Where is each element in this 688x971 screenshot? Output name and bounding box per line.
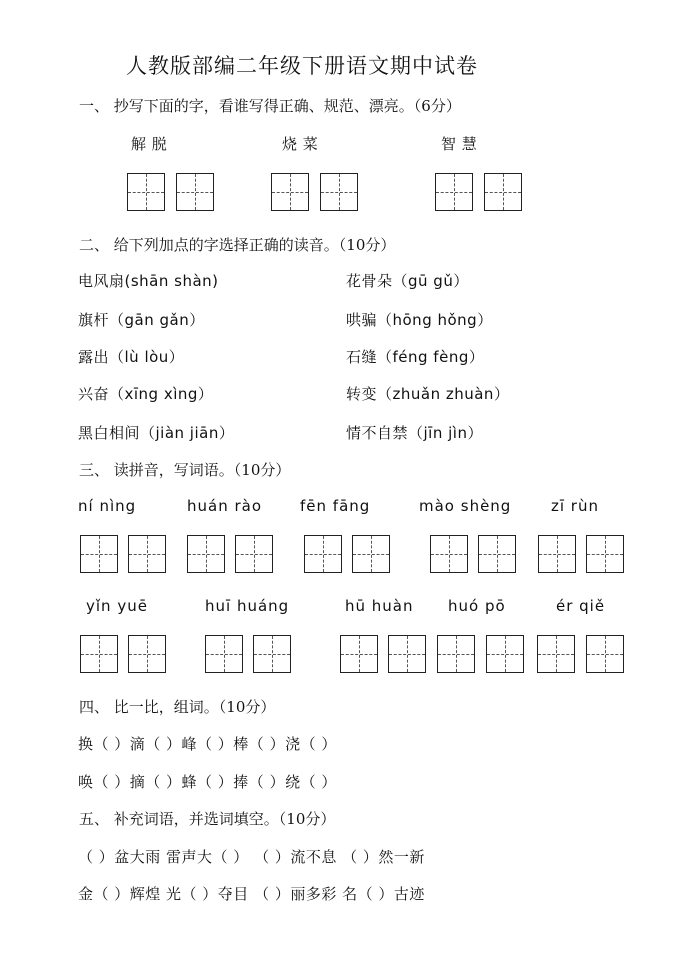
pinyin-prompt: huó pō: [448, 597, 506, 615]
writing-grid[interactable]: [352, 535, 390, 573]
writing-grid[interactable]: [586, 635, 624, 673]
idiom-row-1: （ ）盆大雨 雷声大（ ） （ ）流不息 （ ）然一新: [78, 848, 425, 866]
pronunciation-item: 黑白相间（jiàn jiān）: [78, 424, 235, 442]
section-2-heading: 二、 给下列加点的字选择正确的读音。（10分）: [79, 236, 396, 254]
page-title: 人教版部编二年级下册语文期中试卷: [126, 54, 478, 78]
pinyin-prompt: hū huàn: [345, 597, 414, 615]
section-1-heading: 一、 抄写下面的字，看谁写得正确、规范、漂亮。（6分）: [79, 97, 461, 115]
writing-grid[interactable]: [128, 535, 166, 573]
pinyin-prompt: huī huáng: [205, 597, 290, 615]
pronunciation-item: 情不自禁（jīn jìn）: [346, 424, 483, 442]
writing-grid[interactable]: [80, 635, 118, 673]
writing-grid[interactable]: [388, 635, 426, 673]
writing-grid[interactable]: [205, 635, 243, 673]
writing-grid[interactable]: [437, 635, 475, 673]
writing-grid[interactable]: [435, 173, 473, 211]
section-5-heading: 五、 补充词语，并选词填空。（10分）: [79, 810, 336, 828]
writing-grid[interactable]: [430, 535, 468, 573]
section-4-heading: 四、 比一比，组词。（10分）: [79, 698, 276, 716]
compare-row-1: 换（ ）滴（ ）峰（ ）棒（ ）浇（ ）: [78, 735, 337, 753]
writing-grid[interactable]: [176, 173, 214, 211]
pinyin-prompt: yǐn yuē: [86, 597, 148, 615]
pinyin-prompt: ér qiě: [556, 597, 606, 615]
pinyin-prompt: mào shèng: [419, 497, 512, 515]
compare-row-2: 唤（ ）摘（ ）蜂（ ）捧（ ）绕（ ）: [78, 773, 337, 791]
writing-grid[interactable]: [127, 173, 165, 211]
writing-grid[interactable]: [586, 535, 624, 573]
pinyin-prompt: huán rào: [187, 497, 263, 515]
pronunciation-item: 旗杆（gān gǎn）: [78, 311, 205, 329]
writing-grid[interactable]: [478, 535, 516, 573]
writing-grid[interactable]: [484, 173, 522, 211]
writing-grid[interactable]: [253, 635, 291, 673]
pronunciation-item: 兴奋（xīng xìng）: [78, 385, 214, 403]
pronunciation-item: 电风扇(shān shàn): [78, 272, 219, 290]
writing-grid[interactable]: [80, 535, 118, 573]
writing-grid[interactable]: [128, 635, 166, 673]
writing-grid[interactable]: [537, 635, 575, 673]
writing-grid[interactable]: [187, 535, 225, 573]
pinyin-prompt: ní nìng: [78, 497, 137, 515]
idiom-row-2: 金（ ）辉煌 光（ ）夺目 （ ）丽多彩 名（ ）古迹: [78, 885, 425, 903]
pronunciation-item: 转变（zhuǎn zhuàn）: [346, 385, 510, 403]
writing-grid[interactable]: [486, 635, 524, 673]
writing-grid[interactable]: [235, 535, 273, 573]
copy-word-2: 烧 菜: [282, 135, 319, 153]
writing-grid[interactable]: [320, 173, 358, 211]
writing-grid[interactable]: [538, 535, 576, 573]
section-3-heading: 三、 读拼音，写词语。（10分）: [79, 461, 291, 479]
writing-grid[interactable]: [340, 635, 378, 673]
writing-grid[interactable]: [304, 535, 342, 573]
pronunciation-item: 哄骗（hōng hǒng）: [346, 311, 493, 329]
writing-grid[interactable]: [271, 173, 309, 211]
pronunciation-item: 花骨朵（gū gǔ）: [346, 272, 469, 290]
pinyin-prompt: zī rùn: [551, 497, 599, 515]
pinyin-prompt: fēn fāng: [300, 497, 371, 515]
copy-word-3: 智 慧: [441, 135, 478, 153]
pronunciation-item: 石缝（féng fèng）: [346, 348, 485, 366]
copy-word-1: 解 脱: [131, 135, 168, 153]
pronunciation-item: 露出（lù lòu）: [78, 348, 185, 366]
